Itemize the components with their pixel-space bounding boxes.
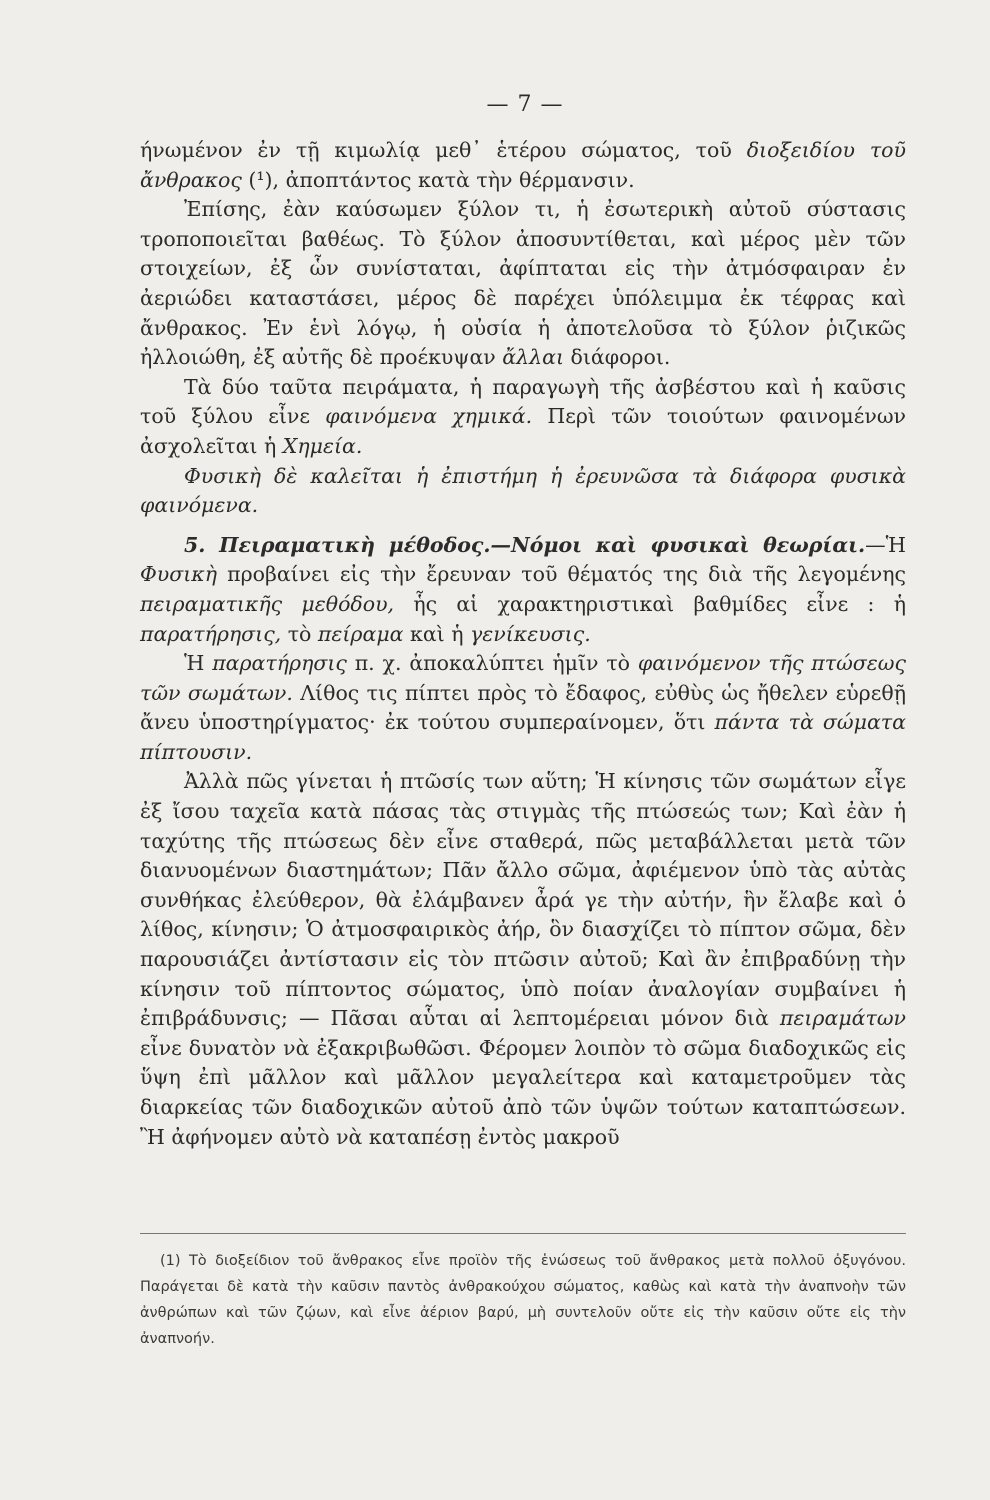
text-run: Λίθος τις πίπτει πρὸς τὸ ἔδαφος, εὐθὺς ὡς ἤθελεν εὑρεθῇ ἄνευ ὑποστηρίγματος· ἐκ τούτου συμπεραίνομεν, ὅτι: [140, 680, 906, 735]
paragraph-questions: [140, 767, 906, 1152]
italic-term: Φυσικὴ: [184, 463, 262, 488]
text-run: τὸ: [281, 621, 318, 646]
paragraph-2: [140, 195, 906, 373]
italic-term: παρατήρησις: [212, 651, 347, 676]
italic-term: διοξειδίου τοῦ ἄνθρακος: [140, 138, 906, 192]
paragraph-definition: [140, 462, 906, 521]
section-heading: 5. Πειραματικὴ μέθοδος.—Νόμοι καὶ φυσικαὶ θεωρίαι.: [184, 532, 866, 557]
text-run: Ἡ: [184, 651, 213, 676]
italic-term: ἄλλαι: [502, 345, 564, 370]
italic-term: πείραμα: [317, 621, 404, 646]
text-run: Ἐπίσης, ἐὰν καύσωμεν ξύλον τι, ἡ ἐσωτερικὴ αὐτοῦ σύστασις τροποποιεῖται βαθέως. Τὸ ξύλον ἀποσυντίθεται, καὶ μέρος μὲν τῶν στοιχείων, ἐξ ὧν συνίσταται, ἀφίπταται εἰς τὴν ἀτμόσφαιραν ἐν ἀεριώδει καταστάσει, μέρος δὲ παρέχει ὑπόλειμμα ἐκ τέφρας καὶ ἄνθρακος. Ἐν ἑνὶ λόγῳ, ἡ οὐσία ἡ ἀποτελοῦσα τὸ ξύλον ῥιζικῶς ἠλλοιώθη, ἐξ αὐτῆς δὲ προέκυψαν: [140, 197, 906, 370]
italic-term: γενίκευσις.: [470, 621, 591, 646]
text-run: δὲ: [261, 463, 311, 488]
footnote-divider: [140, 1233, 906, 1234]
section-gap: [140, 521, 906, 531]
text-run: προβαίνει εἰς τὴν ἔρευναν τοῦ θέματός της διὰ τῆς λεγομένης: [217, 562, 906, 587]
text-run: διάφοροι.: [564, 345, 671, 370]
text-run: π. χ. ἀποκαλύπτει ἡμῖν τὸ: [346, 651, 638, 676]
text-run: Περὶ τῶν τοιούτων φαινομένων ἀσχολεῖται ἡ: [140, 404, 906, 458]
paragraph-observation: [140, 649, 906, 767]
italic-term: Φυσικὴ: [140, 562, 218, 587]
italic-term: φαινόμενον τῆς πτώσεως τῶν σωμάτων.: [140, 651, 906, 705]
paragraph-3: [140, 373, 906, 462]
italic-term: Χημεία.: [282, 433, 363, 458]
text-run: Τὰ δύο ταῦτα πειράματα, ἡ παραγωγὴ τῆς ἀσβέστου καὶ ἡ καῦσις τοῦ ξύλου εἶνε: [140, 374, 906, 429]
italic-term: πειραμάτων: [779, 1006, 906, 1031]
text-run: ἧς αἱ χαρακτηριστικαὶ βαθμίδες εἶνε : ἡ: [394, 591, 906, 616]
paragraph-1: [140, 136, 906, 195]
text-run: Ἀλλὰ πῶς γίνεται ἡ πτῶσίς των αὕτη; Ἡ κίνησις τῶν σωμάτων εἶγε ἐξ ἴσου ταχεῖα κατὰ πάσας τὰς στιγμὰς τῆς πτώσεώς των; Καὶ ἐὰν ἡ ταχύτης τῆς πτώσεως δὲν εἶνε σταθερά, πῶς μεταβάλλεται μετὰ τῶν διανυομένων διαστημάτων; Πᾶν ἄλλο σῶμα, ἀφιέμενον ὑπὸ τὰς αὐτὰς συνθήκας ἐλεύθερον, θὰ ἐλάμβανεν ἆρά γε τὴν αὐτήν, ἣν ἔλαβε καὶ ὁ λίθος, κίνησιν; Ὁ ἀτμοσφαιρικὸς ἀήρ, ὃν διασχίζει τὸ πίπτον σῶμα, δὲν παρουσιάζει ἀντίστασιν εἰς τὸν πτῶσιν αὐτοῦ; Καὶ ἂν ἐπιβραδύνῃ τὴν κίνησιν τοῦ πίπτοντος σώματος, ὑπὸ ποίαν ἀναλογίαν συμβαίνει ἡ ἐπιβράδυνσις; — Πᾶσαι αὗται αἱ λεπτομέρειαι μόνον διὰ: [140, 769, 906, 1031]
footnote-1: (1) Τὸ διοξείδιον τοῦ ἄνθρακος εἶνε προϊὸν τῆς ἑνώσεως τοῦ ἄνθρακος μετὰ πολλοῦ ὀξυγόνου. Παράγεται δὲ κατὰ τὴν καῦσιν παντὸς ἀνθρακούχου σώματος, καθὼς καὶ κατὰ τὴν ἀναπνοὴν τῶν ἀνθρώπων καὶ τῶν ζῴων, καὶ εἶνε ἀέριον βαρύ, μὴ συντελοῦν οὔτε εἰς τὴν καῦσιν οὔτε εἰς τὴν ἀναπνοήν.: [140, 1253, 906, 1347]
text-run: καὶ ἡ: [403, 621, 471, 646]
section-5-paragraph: [140, 531, 906, 649]
text-run: εἶνε δυνατὸν νὰ ἐξακριβωθῶσι. Φέρομεν λοιπὸν τὸ σῶμα διαδοχικῶς εἰς ὕψη ἐπὶ μᾶλλον καὶ μᾶλλον μεγαλείτερα καὶ καταμετροῦμεν τὰς διαρκείας τῶν διαδοχικῶν αὐτοῦ ἀπὸ τῶν ὑψῶν τούτων καταπτώσεων. Ἢ ἀφήνομεν αὐτὸ νὰ καταπέσῃ ἐντὸς μακροῦ: [140, 1035, 906, 1149]
text-run: —Ἡ: [865, 532, 906, 557]
italic-term: καλεῖται ἡ ἐπιστήμη ἡ ἐρευνῶσα τὰ διάφορα φυσικὰ φαινόμενα.: [140, 463, 906, 518]
italic-term: πειραματικῆς μεθόδου,: [140, 591, 395, 616]
italic-term: πάντα τὰ σώματα πίπτουσιν.: [140, 710, 906, 764]
page-number: — 7 —: [486, 92, 564, 117]
italic-term: παρατήρησις,: [140, 621, 282, 646]
text-run: (¹), ἀποπτάντος κατὰ τὴν θέρμανσιν.: [241, 167, 635, 192]
footnotes: [140, 1248, 906, 1352]
text-run: ήνωμένον ἐν τῇ κιμωλίᾳ μεθ᾽ ἑτέρου σώματος, τοῦ: [140, 138, 747, 162]
body-text: [140, 136, 906, 1152]
italic-term: φαινόμενα χημικά.: [325, 404, 533, 429]
